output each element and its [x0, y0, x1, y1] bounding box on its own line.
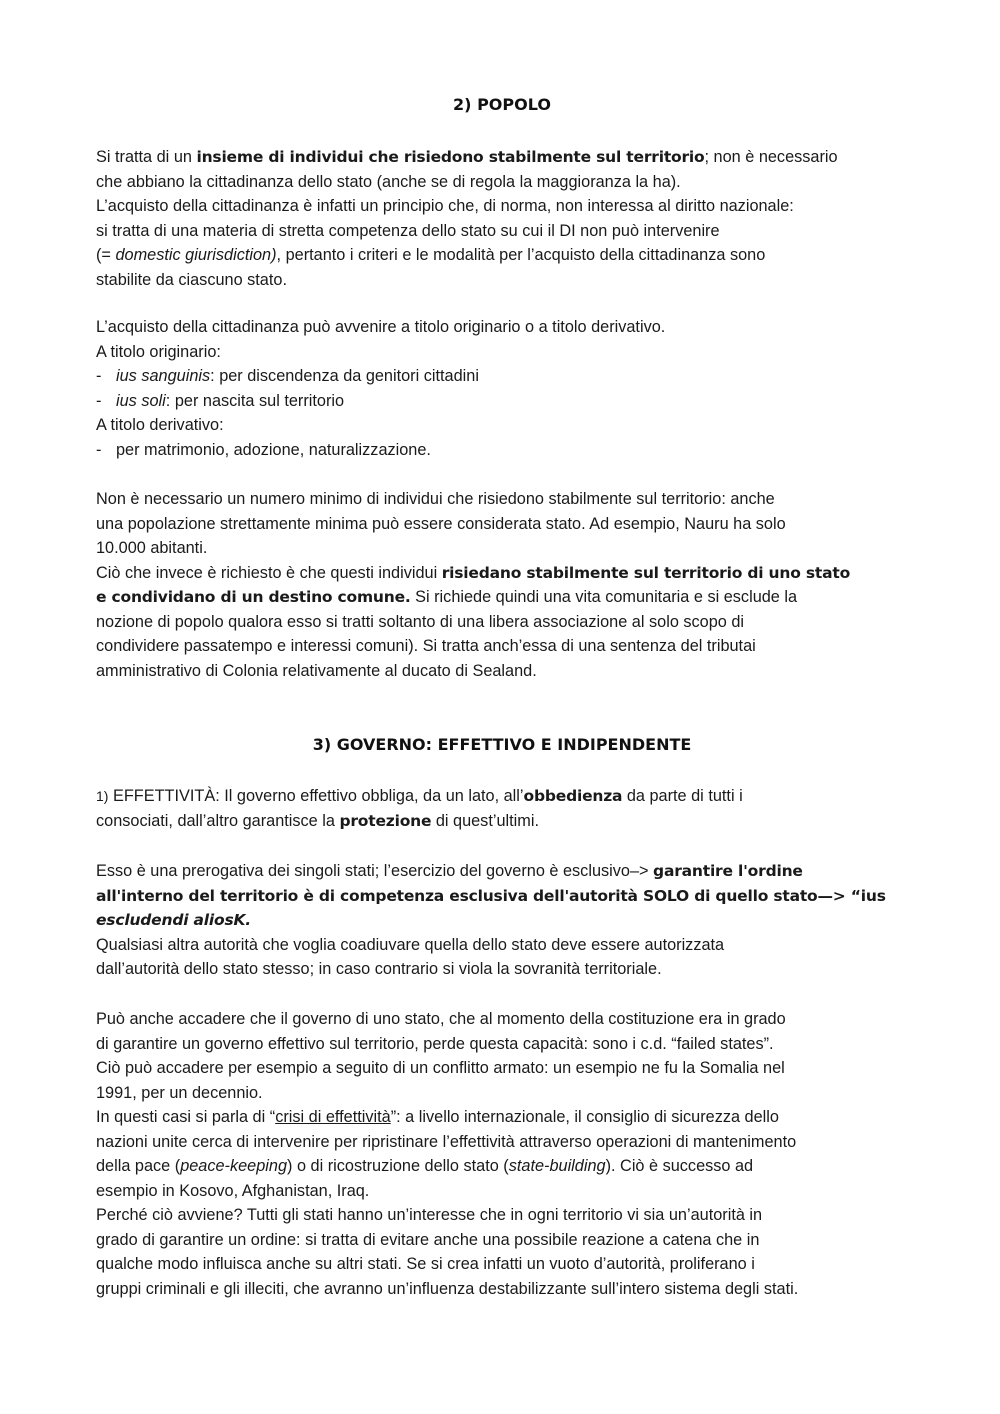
text-line: all'interno del territorio è di competenza esclusiva dell'autorità SOLO di quello stato—> “ius: [96, 886, 886, 905]
paragraph-population-size: [96, 487, 908, 683]
text-line: escludendi aliosK.: [96, 911, 251, 929]
paragraph-effettivita: [96, 784, 908, 833]
list-item: - per matrimonio, adozione, naturalizzazione.: [96, 438, 908, 463]
dash-bullet: -: [96, 440, 102, 459]
text-line: 10.000 abitanti.: [96, 539, 208, 557]
text-line: amministrativo di Colonia relativamente al ducato di Sealand.: [96, 661, 537, 680]
text-line: L’acquisto della cittadinanza può avvenire a titolo originario o a titolo derivativo.: [96, 318, 666, 336]
text-line: grado di garantire un ordine: si tratta di evitare anche una possibile reazione a catena che in: [96, 1230, 760, 1249]
text-line: Non è necessario un numero minimo di individui che risiedono stabilmente sul territorio: anche: [96, 490, 775, 508]
text-line: 1991, per un decennio.: [96, 1083, 263, 1102]
text-line: che abbiano la cittadinanza dello stato (anche se di regola la maggioranza la ha).: [96, 172, 681, 191]
paragraph-prerogativa: [96, 859, 908, 982]
text-line: In questi casi si parla di “crisi di effettività”: a livello internazionale, il consiglio di sicurezza dello: [96, 1108, 779, 1126]
text-line: Ciò che invece è richiesto è che questi individui risiedano stabilmente sul territorio di uno stato: [96, 563, 851, 582]
text-line: gruppi criminali e gli illeciti, che avranno un’influenza destabilizzante sull’intero sistema degli stati.: [96, 1279, 799, 1298]
dash-bullet: -: [96, 391, 102, 410]
text-line: nozione di popolo qualora esso si tratti soltanto di una libera associazione al solo scopo di: [96, 612, 745, 631]
section-heading-popolo: 2) POPOLO: [453, 95, 551, 114]
text-line: 1) EFFETTIVITÀ: Il governo effettivo obbliga, da un lato, all’obbedienza da parte di tutti i: [96, 787, 743, 805]
paragraph-citizenship: [96, 315, 908, 462]
text-line: dall’autorità dello stato stesso; in caso contrario si viola la sovranità territoriale.: [96, 960, 662, 978]
text-line: nazioni unite cerca di intervenire per ripristinare l’effettività attraverso operazioni di mantenimento: [96, 1132, 797, 1151]
section-heading-governo: 3) GOVERNO: EFFETTIVO E INDIPENDENTE: [312, 735, 692, 754]
text-line: Ciò può accadere per esempio a seguito di un conflitto armato: un esempio ne fu la Somalia nel: [96, 1059, 785, 1077]
text-line: A titolo derivativo:: [96, 416, 224, 434]
dash-bullet: -: [96, 367, 102, 385]
text-line: della pace (peace-keeping) o di ricostruzione dello stato (state-building). Ciò è successo ad: [96, 1157, 754, 1175]
text-line: stabilite da ciascuno stato.: [96, 270, 287, 289]
text-line: qualche modo influisca anche su altri stati. Se si crea infatti un vuoto d’autorità, proliferano i: [96, 1255, 755, 1273]
text-line: si tratta di una materia di stretta competenza dello stato su cui il DI non può intervenire: [96, 221, 720, 240]
text-line: Qualsiasi altra autorità che voglia coadiuvare quella dello stato deve essere autorizzata: [96, 935, 725, 954]
paragraph-failed-states: [96, 1007, 908, 1301]
text-line: (= domestic giurisdiction), pertanto i criteri e le modalità per l’acquisto della cittadinanza sono: [96, 246, 766, 264]
text-line: esempio in Kosovo, Afghanistan, Iraq.: [96, 1181, 370, 1200]
text-line: Perché ciò avviene? Tutti gli stati hanno un’interesse che in ogni territorio vi sia un’autorità in: [96, 1206, 763, 1224]
text-line: di garantire un governo effettivo sul territorio, perde questa capacità: sono i c.d. “failed states”.: [96, 1034, 774, 1053]
text-line: una popolazione strettamente minima può essere considerata stato. Ad esempio, Nauru ha solo: [96, 514, 786, 533]
text-line: Può anche accadere che il governo di uno stato, che al momento della costituzione era in grado: [96, 1010, 786, 1028]
paragraph-popolo-intro: [96, 145, 908, 292]
text-line: consociati, dall’altro garantisce la protezione di quest’ultimi.: [96, 811, 539, 830]
text-line: Si tratta di un insieme di individui che risiedono stabilmente sul territorio; non è necessario: [96, 148, 838, 166]
list-item: - ius soli: per nascita sul territorio: [96, 389, 908, 414]
text-line: Esso è una prerogativa dei singoli stati; l’esercizio del governo è esclusivo–> garantire l'ordine: [96, 862, 803, 880]
text-line: e condividano di un destino comune. Si richiede quindi una vita comunitaria e si esclude la: [96, 588, 798, 606]
list-item: - ius sanguinis: per discendenza da genitori cittadini: [96, 364, 908, 389]
text-line: condividere passatempo e interessi comuni). Si tratta anch’essa di una sentenza del tributai: [96, 637, 756, 655]
text-line: A titolo originario:: [96, 342, 221, 361]
text-line: L’acquisto della cittadinanza è infatti un principio che, di norma, non interessa al diritto nazionale:: [96, 197, 794, 215]
